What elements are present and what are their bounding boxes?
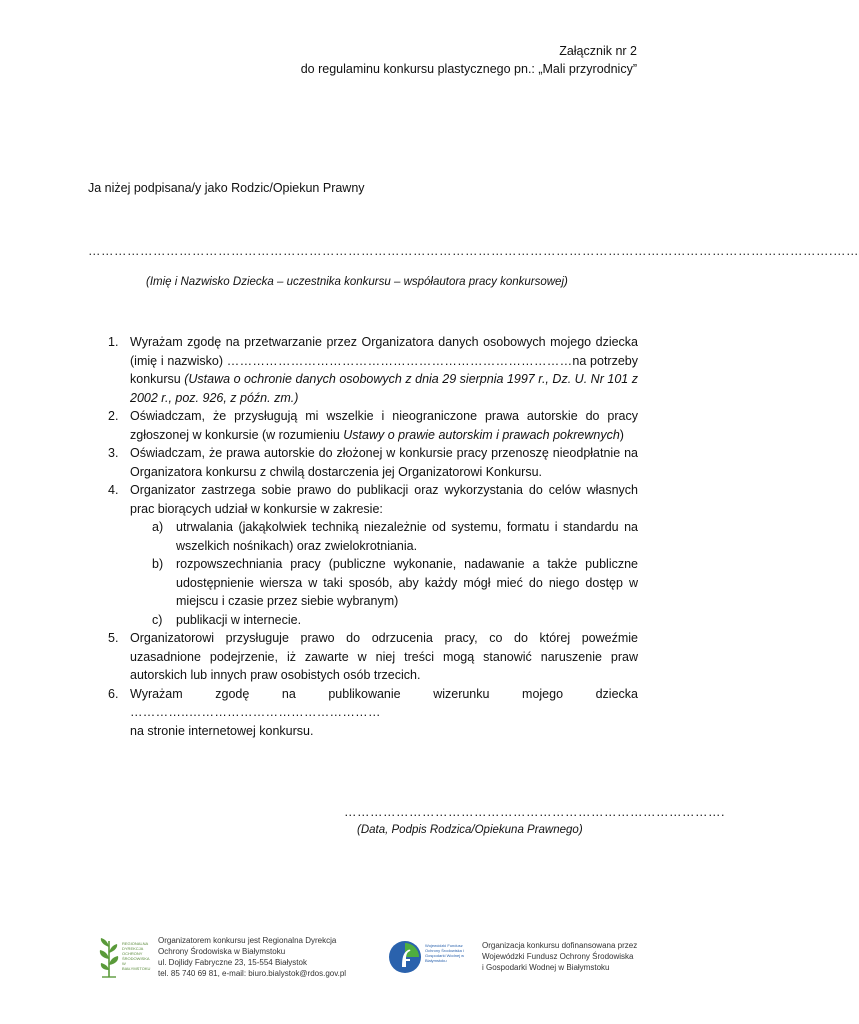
sub-item-c	[130, 611, 638, 630]
sub-text: rozpowszechniania pracy (publiczne wykonanie, nadawanie a także publiczne udostępnienie wiersza w taki sposób, aby każdy mógł mieć do niego dostęp w miejscu i czasie przez siebie wybranym)	[176, 557, 638, 608]
attachment-subtitle: do regulaminu konkursu plastycznego pn.: „Mali przyrodnicy”	[300, 62, 637, 76]
funder-line: Wojewódzki Fundusz Ochrony Środowiska	[482, 952, 634, 961]
sub-letter: a)	[152, 520, 164, 534]
clauses-list	[88, 333, 638, 740]
clause-body	[130, 407, 638, 444]
funder-line: Organizacja konkursu dofinansowana przez	[482, 941, 638, 950]
signature-fill-line: …………………………………………………………………………….	[344, 805, 725, 819]
rdos-logo-text: REGIONALNA DYREKCJA OCHRONY ŚRODOWISKA W BIAŁYMSTOKU	[122, 941, 151, 971]
clause-body	[130, 481, 638, 629]
attachment-number: Załącznik nr 2	[559, 44, 637, 58]
clause-body	[130, 685, 638, 741]
funder-text	[482, 940, 637, 973]
clause-6	[88, 685, 638, 741]
clause-text: na stronie internetowej konkursu.	[130, 723, 314, 738]
sub-text: publikacji w internecie.	[176, 612, 302, 627]
sub-letter: c)	[152, 612, 163, 627]
clause-text: )	[619, 427, 624, 442]
child-name-caption: (Imię i Nazwisko Dziecka – uczestnika konkursu – współautora pracy konkursowej)	[146, 276, 568, 288]
funder-line: i Gospodarki Wodnej w Białymstoku	[482, 963, 610, 972]
wfos-logo-icon	[388, 940, 422, 974]
clause-number: 5.	[108, 631, 119, 645]
sub-text: utrwalania (jakąkolwiek techniką niezależnie od systemu, formatu i standardu na wszelkich nośnikach) oraz zwielokrotniania.	[176, 520, 638, 553]
clause-text: na potrzeby konkursu	[130, 353, 638, 386]
clause-number: 3.	[108, 446, 119, 460]
footer-organizer	[98, 935, 368, 981]
clause-3	[88, 444, 638, 481]
clause-body	[130, 333, 638, 407]
rdos-leaf-logo-icon	[98, 937, 120, 979]
clause-italic: (Ustawa o ochronie danych osobowych z dnia 29 sierpnia 1997 r., Dz. U. Nr 101 z 2002 r., poz. 926, z późn. zm.)	[130, 372, 638, 405]
clause-text: Wyrażam zgodę na przetwarzanie przez Organizatora danych osobowych mojego dziecka (imię i nazwisko)	[130, 335, 638, 368]
clause-5	[88, 629, 638, 685]
fill-dots: …………..………………………………………	[130, 705, 381, 719]
clause-number: 4.	[108, 483, 119, 497]
clause-text: Wyrażam zgodę na publikowanie wizerunku mojego dziecka	[130, 686, 638, 701]
signature-caption: (Data, Podpis Rodzica/Opiekuna Prawnego)	[357, 824, 583, 836]
clause-1	[88, 333, 638, 407]
clause-number: 1.	[108, 335, 119, 349]
clause-2	[88, 407, 638, 444]
clause-text: Oświadczam, że przysługują mi wszelkie i nieograniczone prawa autorskie do pracy zgłoszonej w konkursie (w rozumieniu	[130, 409, 638, 442]
clause-number: 6.	[108, 686, 119, 701]
organizer-contact: tel. 85 740 69 81, e-mail: biuro.bialystok@rdos.gov.pl	[158, 969, 347, 978]
attachment-header	[301, 42, 637, 78]
organizer-line: Organizatorem konkursu jest Regionalna Dyrekcja	[158, 936, 337, 945]
child-name-fill-line: ……………………………………………………………………………………………………………………………………………………….……	[88, 244, 859, 258]
footer-funder	[388, 940, 648, 980]
declaration-intro: Ja niżej podpisana/y jako Rodzic/Opiekun Prawny	[88, 181, 365, 195]
sub-item-a	[130, 518, 638, 555]
clause-text: Oświadczam, że prawa autorskie do złożonej w konkursie pracy przenoszę nieodpłatnie na Organizatora konkursu z chwilą dostarczenia jej Organizatorowi Konkursu.	[130, 446, 638, 479]
organizer-text	[158, 935, 346, 979]
wfos-logo-text: Wojewódzki Fundusz Ochrony Środowiska i Gospodarki Wodnej w Białymstoku	[425, 943, 465, 963]
clause-text: Organizatorowi przysługuje prawo do odrzucenia pracy, co do której poweźmie uzasadnione podejrzenie, iż zawarte w niej treści mogą stanowić naruszenie praw autorskich lub innych praw osobistych osób trzecich.	[130, 631, 638, 682]
clause-text: Organizator zastrzega sobie prawo do publikacji oraz wykorzystania do celów własnych prac biorących udział w konkursie w zakresie:	[130, 483, 638, 516]
sub-letter: b)	[152, 557, 164, 571]
organizer-line: Ochrony Środowiska w Białymstoku	[158, 947, 286, 956]
fill-dots: ………………………………………………………………………	[226, 353, 573, 368]
clause-number: 2.	[108, 409, 119, 423]
clause-4	[88, 481, 638, 629]
organizer-address: ul. Dojlidy Fabryczne 23, 15-554 Białystok	[158, 958, 307, 967]
clause-italic: Ustawy o prawie autorskim i prawach pokrewnych	[343, 427, 620, 442]
sub-item-b	[130, 555, 638, 611]
